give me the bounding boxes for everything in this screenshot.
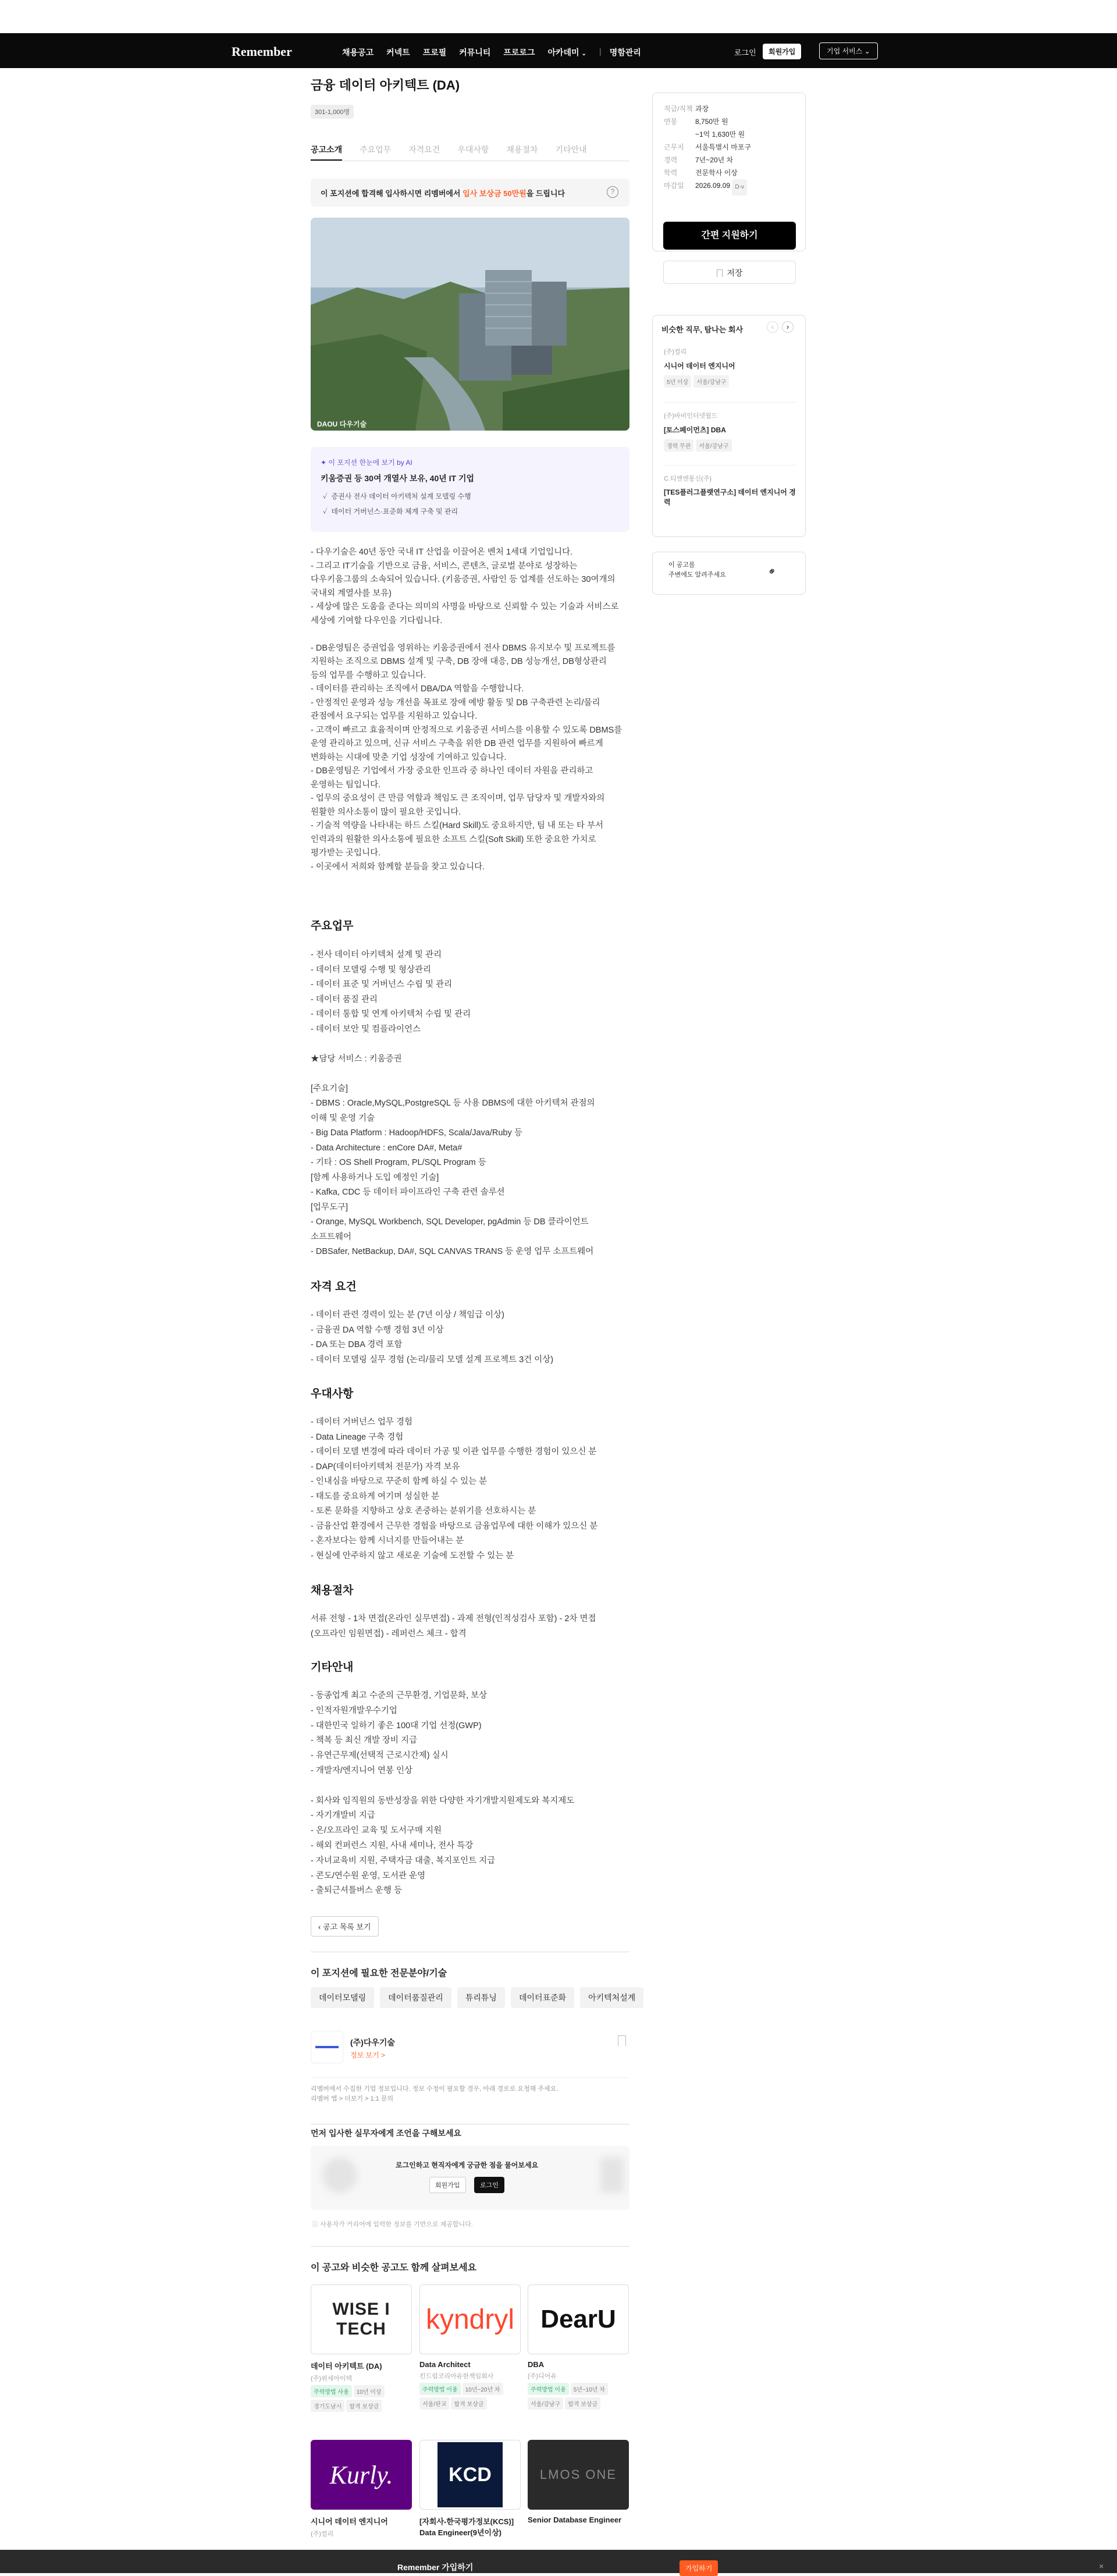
skill-tag[interactable]: 아키텍처설계 [580,1987,643,2008]
nav-academy-label: 아카데미 [547,48,579,57]
save-button[interactable] [663,261,796,284]
job-card[interactable] [419,2440,521,2538]
summary-value: 8,750만 원 [695,118,728,126]
nav-item-connect[interactable]: 커넥트 [386,48,410,57]
banner-pre: 이 포지션에 합격해 입사하시면 리멤버에서 [321,189,463,198]
card-logo-text: DearU [540,2305,616,2333]
card-tag: 주력방법 사용 [311,2385,352,2397]
nav-item-profile[interactable]: 프로필 [422,48,447,57]
nav-item-prolog[interactable]: 프로로그 [503,48,535,57]
chevron-down-icon: ⌄ [581,51,586,57]
hero-brand-watermark: DAOU 다우기술 [317,420,367,428]
nav-item-jobs[interactable]: 채용공고 [342,48,374,57]
job-card[interactable] [528,2284,629,2410]
banner-post: 을 드립니다 [526,189,565,198]
card-tag: 주력방법 이용 [419,2383,461,2395]
check-icon: ✓ [323,492,328,500]
save-label: 저장 [727,268,743,278]
summary-value: 과장 [695,105,709,113]
section-body-etc: - 동종업계 최고 수준의 근무환경, 기업문화, 보상 - 인적자원개발우수기업 - 대한민국 일하기 좋은 100대 기업 선정(GWP) - 책복 등 최신 개발 장비 지급 - 유연근무제(선택적 근로시간제) 실시 - 개발자/엔지니어 연봉 인상 - 회사와 임직원의 동반성장을 위한 다양한 자기개발지원제도와 복지제도 - 자기개발비 지급 - 온/오프라인 교육 및 도서구매 지원 - 해외 컨퍼런스 지원, 사내 세미나, 전사 특강 - 자녀교육비 지원, 주택자금 대출, 복지포인트 지급 - 콘도/연수원 운영, 도서관 운영 - 출퇴근셔틀버스 운행 등 [311,1691,575,1896]
similar-tag: 5년 이상 [664,375,691,388]
quick-apply-button[interactable]: 간편 지원하기 [663,222,796,250]
card-logo-text: Kurly. [329,2460,393,2489]
summary-row [664,166,798,179]
ai-label-text: 이 포지션 한눈에 보기 by AI [328,459,412,467]
tab-process[interactable]: 채용절차 [506,145,538,154]
divider [311,2077,629,2078]
card-tag: 서울/판교 [419,2397,449,2410]
bookmark-icon[interactable] [618,2035,626,2046]
summary-value: 2026.09.09 [695,182,731,190]
similar-tag: 서울/강남구 [693,375,729,388]
summary-row [664,179,798,196]
section-body-process: 서류 전형 - 1차 면접(온라인 실무면접) - 과제 전형(인적성검사 포함) - 2차 면접 (오프라인 임원면접) - 레퍼런스 체크 - 합격 [311,1614,596,1639]
summary-key [664,128,695,141]
section-title-process: 채용절차 [311,1584,354,1597]
card-company: (주)디어유 [528,2373,557,2380]
summary-row [664,115,798,128]
section-title-etc: 기타안내 [311,1661,354,1673]
job-tabs [311,144,629,161]
card-company: (주)위세아이텍 [311,2375,353,2382]
summary-key: 연봉 [664,118,678,126]
share-text: 이 공고를 주변에도 알려주세요 [668,562,726,578]
main-nav [342,47,654,58]
login-link[interactable]: 로그인 [734,48,756,57]
skill-tag[interactable]: 데이터품질관리 [380,1987,451,2008]
company-info-link[interactable]: 정보 보기 > [350,2051,386,2059]
section-body-main-tasks: - 전사 데이터 아키텍처 설계 및 관리 - 데이터 모델링 수행 및 형상관리 - 데이터 표준 및 거버넌스 수립 및 관리 - 데이터 품질 관리 - 데이터 통합 및 연계 아키텍처 수립 및 관리 - 데이터 보안 및 컴플라이언스 ★담당 서비스 : 키움증권 [주요기술] - DBMS : Oracle,MySQL,PostgreSQL 등 사용 DBMS에 대한 아키텍처 관점의 이해 및 운영 기술 - Big Data Platform : Hadoop/HDFS, Scala/Java/Ruby 등 - Data Architecture : enCore DA#, Meta# - 기타 : OS Shell Program, PL/SQL Program 등 [함께 사용하거나 도입 예정인 기술] - Kafka, CDC 등 데이터 파이프라인 구축 관련 솔루션 [업무도구] - Orange, MySQL Workbench, SQL Developer, pgAdmin 등 DB 클라이언트 소프트웨어 - DBSafer, NetBackup, DA#, SQL CANVAS TRANS 등 운영 업무 소프트웨어 [311,950,595,1256]
ai-bullet-text: 증권사 전사 데이터 아키텍처 설계 모델링 수행 [331,492,471,500]
similar-item[interactable] [664,403,796,466]
summary-row [664,102,798,115]
card-logo [528,2284,629,2354]
summary-key: 마감일 [664,182,684,190]
help-icon[interactable]: ? [607,186,618,198]
skills-list [311,1987,649,2008]
check-icon: ✓ [323,507,328,516]
card-tag: 합격 보상금 [346,2400,382,2412]
similar-company: C.티엔엔통신(주) [664,475,712,482]
link-icon[interactable]: ⚭ [764,564,780,579]
summary-row [664,154,798,166]
chevron-down-icon: ⌄ [864,47,870,55]
card-logo [419,2440,521,2510]
section-body-preferred: - 데이터 거버넌스 업무 경험 - Data Lineage 구축 경험 - 데이터 모델 변경에 따라 데이터 가공 및 이관 업무를 수행한 경험이 있으신 분 - DAP(데이터아키텍처 전문가) 자격 보유 - 인내심을 바탕으로 꾸준히 함께 하실 수 있는 분 - 태도를 중요하게 여기며 성실한 분 - 토론 문화를 지향하고 상호 존중하는 분위기를 선호하시는 분 - 금융산업 환경에서 근무한 경험을 바탕으로 금융업무에 대한 이해가 있으신 분 - 혼자보다는 함께 시너지를 만들어내는 분 - 현실에 안주하지 않고 새로운 기술에 도전할 수 있는 분 [311,1417,598,1561]
section-title-preferred: 우대사항 [311,1388,354,1400]
card-logo [311,2284,412,2354]
skill-tag[interactable]: 데이터표준화 [511,1987,574,2008]
nav-item-academy[interactable] [547,47,586,58]
similar-companies-title: 비슷한 직무, 탐나는 회사 [661,325,744,334]
similar-company: (주)바비인터넷월드 [664,413,718,420]
intro-text: - 다우기술은 40년 동안 국내 IT 산업을 이끌어온 벤처 1세대 기업입니다. - 그리고 IT기술을 기반으로 금융, 서비스, 콘텐츠, 글로벌 분야로 성장하는 다우키움그룹의 소속되어 있습니다. (키움증권, 사람인 등 업계를 선도하는 30여개의 국내외 계열사를 보유) - 세상에 많은 도움을 준다는 의미의 사명을 바탕으로 신뢰할 수 있는 기술과 서비스로 세상에 기여할 다우인을 기다립니다. - DB운영팀은 증권업을 영위하는 키움증권에서 전사 DBMS 유지보수 및 프로젝트를 지원하는 조직으로 DBMS 설계 및 구축, DB 장애 대응, DB 성능개선, DB형상관리 등의 업무를 수행하고 있습니다. - 데이터를 관리하는 조직에서 DBA/DA 역할을 수행합니다. - 안정적인 운영과 성능 개선을 목표로 장애 예방 활동 및 DB 구축관련 논리/물리 관점에서 요구되는 업무를 지원하고 있습니다. - 고객이 빠르고 효율적이며 안정적으로 키움증권 서비스를 이용할 수 있도록 DBMS를 운영 관리하고 있으며, 신규 서비스 구축을 위한 DB 관련 업무를 지원하여 빠르게 변화하는 시대에 맞춘 기업 성장에 기여하고 있습니다. - DB운영팀은 기업에서 가장 중요한 인프라 중 하나인 데이터 자원을 관리하고 운영하는 팀입니다. - 업무의 중요성이 큰 만큼 역할과 책임도 큰 조직이며, 업무 담당자 및 개발자와의 원활한 의사소통이 많이 필요한 곳입니다. - 기술적 역량을 나타내는 하드 스킬(Hard Skill)도 중요하지만, 팀 내 또는 타 부서 인력과의 원활한 의사소통에 필요한 소프트 스킬(Soft Skill) 또한 중요한 가치로 평가받는 곳입니다. - 이곳에서 저희와 함께할 분들을 찾고 있습니다. [311,548,622,872]
card-title: Senior Database Engineer [528,2515,622,2524]
similar-item[interactable] [664,466,796,507]
similar-jobs-title: 이 공고와 비슷한 공고도 함께 살펴보세요 [311,2263,476,2273]
corp-service-label: 기업 서비스 [827,47,863,55]
company-name: (주)다우기술 [350,2038,395,2047]
advice-signup-button[interactable]: 회원가입 [429,2177,466,2193]
bookmark-icon [717,269,723,277]
summary-value: ~1억 1,630만 원 [695,130,745,138]
advice-login-button[interactable]: 로그인 [474,2177,504,2193]
summary-key: 학력 [664,169,678,177]
card-company: 킨드림코리아유한책임회사 [419,2373,494,2380]
similar-title: [TES플러그플랫연구소] 데이터 엔지니어 경력 [664,488,796,506]
ai-bullet [323,489,471,504]
skill-tag[interactable]: 튜리튜닝 [457,1987,505,2008]
similar-item[interactable] [664,347,796,403]
section-title-main-tasks: 주요업무 [311,920,354,932]
banner-highlight: 입사 보상금 50만원 [463,189,527,198]
card-title: 시니어 데이터 엔지니어 [311,2517,388,2526]
company-info-note: 리멤버에서 수집한 기업 정보입니다. 정보 수정이 필요할 경우, 아래 경로로 요청해 주세요. 리멤버 앱 > 더보기 > 1:1 문의 [311,2085,558,2102]
card-logo-text: WISE I TECH [332,2300,390,2339]
job-summary-rows [664,102,798,196]
advice-title: 먼저 입사한 실무자에게 조언을 구해보세요 [311,2129,461,2138]
advice-message: 로그인하고 현직자에게 궁금한 점을 물어보세요 [396,2161,539,2169]
similar-company: (주)컬리 [664,349,687,356]
similar-title: [토스페이먼츠] DBA [664,426,726,434]
job-card[interactable] [311,2440,412,2538]
ai-summary-label [321,457,412,467]
similar-tag: 서울/강남구 [696,439,731,452]
footer-signup-button[interactable]: 가입하기 [680,2560,718,2576]
card-title: [자회사-한국평가정보(KCS)] Data Engineer(9년이상) [419,2517,514,2537]
card-logo [528,2440,629,2510]
card-tag: 주력방법 이용 [528,2383,569,2395]
card-logo [311,2440,412,2510]
tab-etc[interactable]: 기타안내 [555,145,587,154]
ai-summary-bullets [323,489,471,519]
back-label: 공고 목록 보기 [322,1923,371,1931]
next-arrow-icon[interactable]: › [782,321,794,333]
summary-value: 서울특별시 마포구 [695,143,752,151]
card-tag: 경기도남시 [311,2400,344,2412]
reward-banner-text [321,187,565,198]
card-tag: 10년 이상 [354,2385,385,2397]
summary-value: 7년~20년 차 [695,156,734,164]
card-logo-text: LMOS ONE [539,2467,617,2482]
advice-footnote [312,2219,473,2229]
skill-tag[interactable]: 데이터모델링 [311,1987,374,2008]
employee-count-badge: 301-1,000명 [311,105,354,119]
card-logo-text: KCD [437,2442,503,2507]
similar-list [664,347,796,507]
company-hero-image [311,218,629,431]
card-tag: 5년~10년 차 [571,2383,608,2395]
ai-bullet [323,504,471,519]
sparkle-icon: ✦ [321,459,327,467]
card-title: Data Architect [419,2360,471,2369]
signup-footer-bar [0,2550,1117,2573]
job-card[interactable] [528,2440,629,2524]
nav-item-card-manage[interactable]: 명함관리 [609,48,641,57]
card-tag: 합격 보상금 [451,2397,486,2410]
card-title: 데이터 아키텍트 (DA) [311,2362,382,2371]
summary-row [664,128,798,141]
job-title: 금융 데이터 아키텍트 (DA) [311,78,460,93]
prev-arrow-icon[interactable]: ‹ [767,321,778,333]
card-tag: 10년~20년 차 [463,2383,503,2395]
tab-main-tasks[interactable]: 주요업무 [360,145,392,154]
signup-button[interactable]: 회원가입 [763,44,801,59]
skills-title: 이 포지션에 필요한 전문분야/기술 [311,1969,447,1978]
ai-bullet-text: 데이터 거버넌스·표준화 체계 구축 및 관리 [331,507,458,516]
corp-service-button[interactable] [819,42,878,59]
summary-value: 전문학사 이상 [695,169,738,177]
divider [311,2246,629,2247]
back-to-list-button[interactable] [311,1916,379,1937]
card-title: DBA [528,2360,545,2369]
tab-requirements[interactable]: 자격요건 [408,145,440,154]
nav-item-community[interactable]: 커뮤니티 [459,48,491,57]
tab-preferred[interactable]: 우대사항 [457,145,489,154]
card-company: (주)컬리 [311,2531,334,2538]
job-card[interactable] [419,2284,521,2410]
summary-key: 근무지 [664,143,684,151]
advice-foot-text: 사용자가 커리어에 입력한 정보를 기반으로 제공합니다. [320,2221,473,2228]
job-card[interactable] [311,2284,412,2412]
card-logo [419,2284,521,2354]
card-logo-text: kyndryl [425,2304,515,2335]
remember-logo[interactable]: Remember [232,44,292,59]
summary-key: 경력 [664,156,678,164]
info-icon: ⓘ [312,2221,318,2228]
similar-title: 시니어 데이터 엔지니어 [664,362,735,370]
card-tag: 합격 보상금 [565,2397,600,2410]
chevron-left-icon: ‹ [318,1923,321,1931]
summary-row [664,141,798,154]
section-title-requirements: 자격 요건 [311,1281,357,1293]
card-tag: 서울/강남구 [528,2397,563,2410]
summary-key: 직급/직책 [664,105,693,113]
footer-brand-text: Remember 가입하기 [397,2563,474,2572]
section-body-requirements: - 데이터 관련 경력이 있는 분 (7년 이상 / 책임급 이상) - 금융권 DA 역할 수행 경험 3년 이상 - DA 또는 DBA 경력 포함 - 데이터 모델링 실무 경험 (논리/물리 모델 설계 프로젝트 3건 이상) [311,1310,554,1365]
close-icon[interactable]: × [1099,2561,1104,2571]
tab-intro[interactable]: 공고소개 [311,144,342,161]
dday-badge: D-v [732,179,747,196]
ai-summary-title: 키움증권 등 30여 개열사 보유, 40년 IT 기업 [321,474,475,483]
company-logo [311,2031,343,2063]
similar-tag: 경력 무관 [664,439,693,452]
nav-divider: | [599,47,602,56]
advice-blurred-panel [311,2146,629,2210]
